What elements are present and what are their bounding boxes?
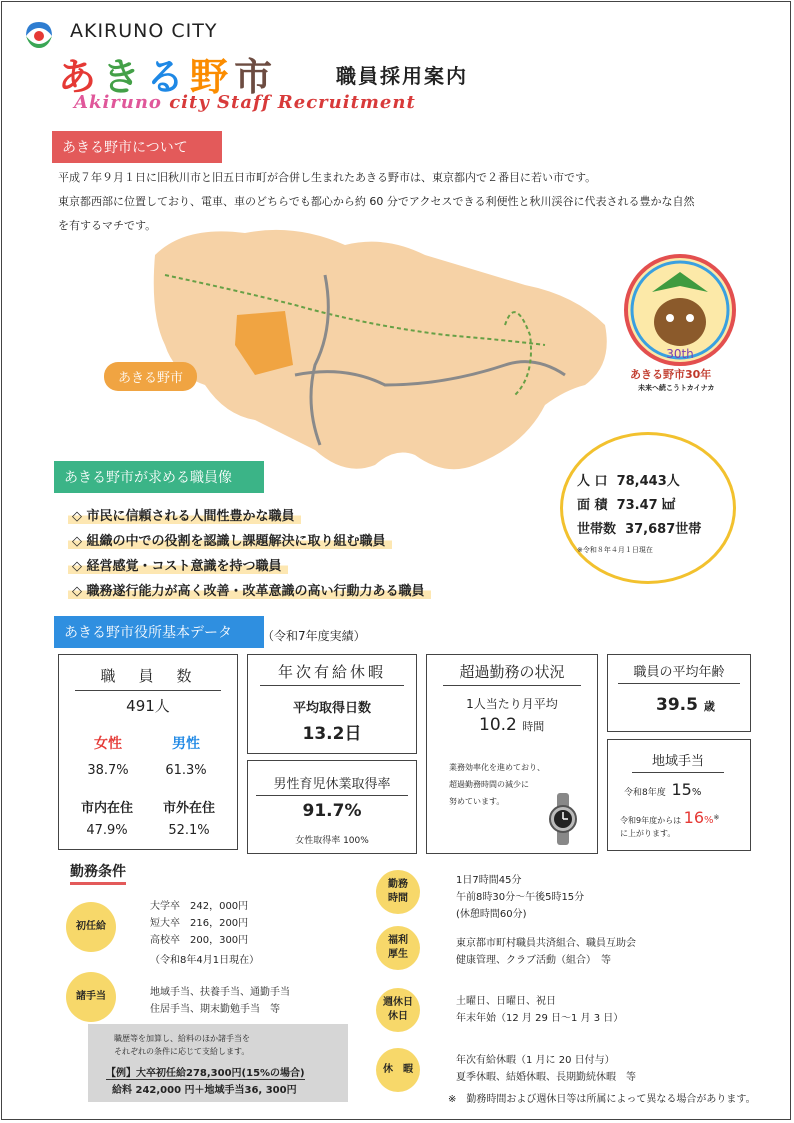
title-en-rest: city Staff Recruitment — [161, 92, 416, 113]
allowance-r8-unit: % — [691, 787, 702, 798]
households-row — [577, 518, 701, 537]
data-period-note: （令和7年度実績） — [262, 629, 366, 643]
staff-total: 491人 — [126, 697, 170, 715]
regional-allowance-card — [607, 739, 751, 851]
childcare-female-note: 女性取得率 100% — [295, 836, 369, 846]
work-hours-badge — [376, 870, 420, 914]
title-char: あ — [58, 55, 103, 99]
average-age-card — [607, 654, 751, 732]
area-label: 面 積 — [577, 498, 608, 513]
ideal-item: ◇ 市民に信頼される人間性豊かな職員 — [68, 505, 301, 524]
ideal-item: ◇ 職務遂行能力が高く改善・改革意識の高い行動力ある職員 — [68, 580, 431, 599]
female-label: 女性 — [94, 736, 122, 752]
staff-card — [58, 654, 238, 850]
salary-example-title: 【例】大卒初任給278,300円(15%の場合) — [106, 1064, 305, 1080]
allowances-line: 住居手当、期末勤勉手当 等 — [150, 1004, 280, 1015]
work-hours-list — [456, 872, 584, 923]
page-subtitle: 職員採用案内 — [336, 64, 468, 88]
allowance-r9-value: 16 — [683, 808, 704, 827]
wristwatch-icon — [543, 793, 583, 845]
welfare-badge-line: 厚生 — [388, 949, 408, 960]
days-off-line: 年末年始（12 月 29 日～1 月 3 日） — [456, 1013, 624, 1024]
paid-leave-avg-label: 平均取得日数 — [292, 701, 371, 716]
map-city-label: あきる野市 — [104, 362, 197, 391]
area-row — [577, 494, 675, 513]
out-city-percent: 52.1% — [168, 823, 210, 838]
work-hours-line: 午前8時30分～午後5時15分 — [456, 892, 585, 903]
allowance-r8-row — [624, 780, 701, 799]
salary-date: （令和8年4月1日現在） — [150, 955, 260, 966]
overtime-note-line: 超過勤務時間の減少に — [449, 780, 529, 789]
work-hours-line: 1日7時間45分 — [456, 875, 522, 886]
work-hours-line: (休憩時間60分) — [456, 909, 527, 920]
regional-allowance-title: 地域手当 — [632, 750, 724, 773]
anniversary-caption: あきる野市30年 — [630, 368, 712, 381]
paid-leave-card — [247, 654, 417, 754]
conditions-footnote: ※ 勤務時間および週休日等は所属によって異なる場合があります。 — [448, 1094, 756, 1105]
area-value: 73.47 ㎢ — [616, 498, 676, 513]
overtime-card — [426, 654, 598, 854]
overtime-value: 10.2 — [479, 715, 517, 735]
mascot-year: 30th — [666, 347, 694, 361]
welfare-line: 健康管理、クラブ活動（組合） 等 — [456, 955, 611, 966]
about-line: 平成７年９月１日に旧秋川市と旧五日市町が合併し生まれたあきる野市は、東京都内で２番目に若い市です。 — [58, 171, 597, 184]
allowance-r9-unit: % — [704, 815, 714, 826]
in-city-percent: 47.9% — [86, 823, 128, 838]
salary-badge: 初任給 — [66, 902, 116, 952]
childcare-title: 男性育児休業取得率 — [256, 773, 408, 796]
overtime-sub: 1人当たり月平均 — [466, 697, 558, 711]
title-char: る — [146, 55, 191, 99]
ideal-item: ◇ 組織の中での役割を認識し課題解決に取り組む職員 — [68, 530, 392, 549]
days-off-badge-line: 週休日 — [383, 997, 413, 1008]
male-label: 男性 — [172, 736, 200, 752]
average-age-title: 職員の平均年齢 — [618, 661, 740, 684]
anniversary-mascot-icon — [622, 252, 738, 368]
allowances-list — [150, 984, 290, 1018]
average-age-value: 39.5 — [656, 695, 698, 715]
female-percent: 38.7% — [87, 763, 129, 778]
welfare-list — [456, 935, 636, 969]
allowance-r8-label: 令和8年度 — [624, 788, 666, 798]
welfare-badge — [376, 926, 420, 970]
allowance-r9-tail: に上がります。 — [620, 829, 676, 838]
allowances-line: 地域手当、扶養手当、通勤手当 — [150, 987, 290, 998]
staff-title: 職 員 数 — [75, 665, 221, 691]
anniversary-slogan: 未来へ続こうトカイナカ — [638, 384, 715, 392]
allowances-badge: 諸手当 — [66, 972, 116, 1022]
salary-line: 大学卒 242，000円 — [150, 901, 249, 912]
childcare-leave-card — [247, 760, 417, 854]
overtime-note-line: 業務効率化を進めており、 — [449, 763, 545, 772]
tokyo-map — [145, 215, 615, 480]
population-label: 人 口 — [577, 474, 608, 489]
about-line: 東京都西部に位置しており、電車、車のどちらでも都心から約 60 分でアクセスできる利便性と秋川渓谷に代表される豊かな自然 — [58, 195, 695, 208]
households-value: 37,687世帯 — [625, 522, 702, 537]
population-value: 78,443人 — [616, 474, 680, 489]
ideal-list — [68, 505, 431, 605]
ideal-heading: あきる野市が求める職員像 — [54, 461, 264, 493]
about-line: を有するマチです。 — [58, 219, 157, 232]
population-row — [577, 470, 680, 489]
average-age-unit: 歳 — [703, 700, 715, 713]
about-heading: あきる野市について — [52, 131, 222, 163]
salary-list — [150, 898, 248, 949]
title-char: 野 — [190, 55, 235, 99]
average-age-row — [656, 695, 715, 715]
male-percent: 61.3% — [165, 763, 207, 778]
overtime-note — [449, 759, 545, 810]
paid-leave-title: 年次有給休暇 — [260, 661, 404, 686]
salary-line: 短大卒 216，200円 — [150, 918, 249, 929]
title-en-first: Akiruno — [74, 92, 162, 113]
days-off-list — [456, 993, 623, 1027]
vacation-line: 夏季休暇、結婚休暇、長期勤続休暇 等 — [456, 1072, 636, 1083]
out-city-label: 市外在住 — [162, 801, 215, 816]
days-off-badge — [376, 988, 420, 1032]
title-char: 市 — [234, 55, 279, 99]
city-emblem-icon — [22, 18, 56, 52]
vacation-list — [456, 1052, 636, 1086]
population-note: ※令和８年４月１日現在 — [577, 546, 653, 554]
salary-note-line: それぞれの条件に応じて支給します。 — [114, 1047, 250, 1056]
work-hours-badge-line: 勤務 — [388, 879, 408, 890]
salary-note — [114, 1032, 250, 1058]
title-char: き — [102, 55, 147, 99]
households-label: 世帯数 — [577, 522, 617, 537]
salary-note-line: 職歴等を加算し、給料のほか諸手当を — [114, 1034, 250, 1043]
overtime-title: 超過勤務の状況 — [443, 661, 581, 686]
paid-leave-avg-value: 13.2日 — [302, 724, 362, 744]
page-title-en — [74, 92, 416, 113]
salary-example-detail: 給料 242,000 円＋地域手当36, 300円 — [112, 1085, 297, 1096]
childcare-value: 91.7% — [302, 801, 362, 821]
in-city-label: 市内在住 — [80, 801, 133, 816]
welfare-line: 東京都市町村職員共済組合、職員互助会 — [456, 938, 636, 949]
days-off-line: 土曜日、日曜日、祝日 — [456, 996, 556, 1007]
allowance-r9-label: 令和9年度からは — [620, 816, 682, 825]
vacation-badge: 休 暇 — [376, 1048, 420, 1092]
welfare-badge-line: 福利 — [388, 935, 408, 946]
vacation-line: 年次有給休暇（1 月に 20 日付与） — [456, 1055, 615, 1066]
salary-line: 高校卒 200，300円 — [150, 935, 249, 946]
overtime-note-line: 努めています。 — [449, 797, 505, 806]
city-name-en: AKIRUNO CITY — [70, 20, 218, 42]
work-hours-badge-line: 時間 — [388, 893, 408, 904]
allowance-r8-value: 15 — [671, 780, 692, 799]
allowance-r9-mark: ※ — [713, 813, 720, 822]
days-off-badge-line: 休日 — [388, 1011, 408, 1022]
overtime-value-row — [479, 715, 544, 735]
overtime-unit: 時間 — [522, 720, 545, 733]
allowance-r9-row — [620, 808, 719, 827]
data-heading: あきる野市役所基本データ — [54, 616, 264, 648]
conditions-heading: 勤務条件 — [70, 861, 126, 885]
ideal-item: ◇ 経営感覚・コスト意識を持つ職員 — [68, 555, 288, 574]
